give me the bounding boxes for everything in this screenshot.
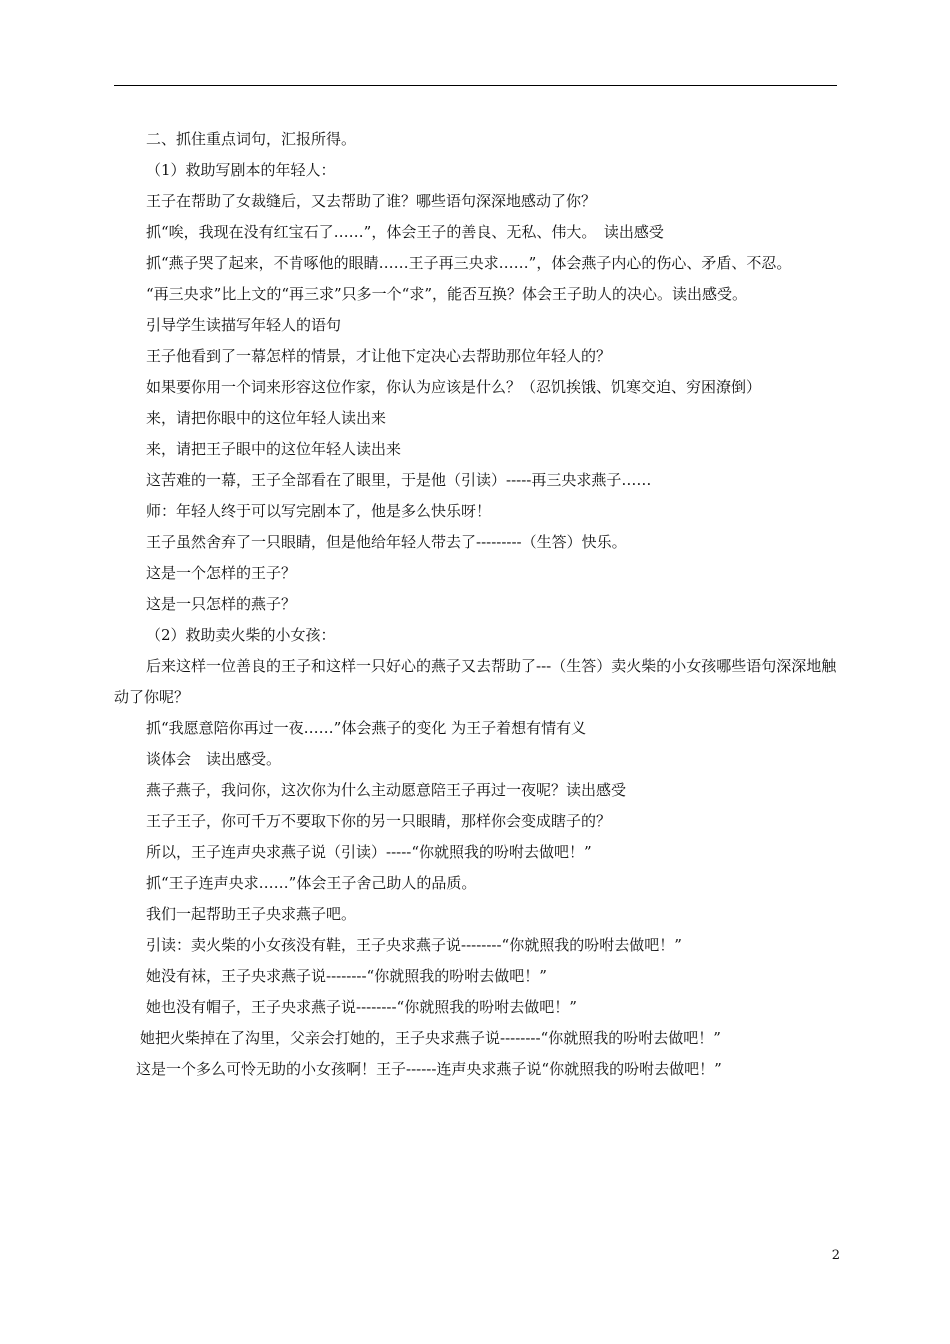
paragraph: 引导学生读描写年轻人的语句 [146, 316, 342, 334]
paragraph: 她没有袜，王子央求燕子说--------“你就照我的吩咐去做吧！” [146, 967, 547, 985]
paragraph: 如果要你用一个词来形容这位作家，你认为应该是什么？（忍饥挨饿、饥寒交迫、穷困潦倒） [146, 378, 762, 396]
paragraph: 我们一起帮助王子央求燕子吧。 [146, 905, 357, 923]
subsection-heading: （2）救助卖火柴的小女孩： [146, 626, 336, 644]
paragraph: 这是一只怎样的燕子？ [146, 595, 297, 613]
paragraph: 来，请把你眼中的这位年轻人读出来 [146, 409, 387, 427]
paragraph: 所以，王子连声央求燕子说（引读）-----“你就照我的吩咐去做吧！” [146, 843, 592, 861]
subsection-heading: （1）救助写剧本的年轻人： [146, 161, 336, 179]
paragraph: 来，请把王子眼中的这位年轻人读出来 [146, 440, 402, 458]
paragraph: “再三央求”比上文的“再三求”只多一个“求”，能否互换？体会王子助人的决心。读出感受。 [146, 285, 748, 303]
paragraph: 这是一个怎样的王子？ [146, 564, 297, 582]
paragraph: 抓“我愿意陪你再过一夜……”体会燕子的变化 为王子着想有情有义 [146, 719, 587, 737]
paragraph: 燕子燕子，我问你，这次你为什么主动愿意陪王子再过一夜呢？读出感受 [146, 781, 627, 799]
paragraph: 这苦难的一幕，王子全部看在了眼里，于是他（引读）-----再三央求燕子…… [146, 471, 652, 489]
paragraph: 谈体会 读出感受。 [146, 750, 282, 768]
paragraph: 这是一个多么可怜无助的小女孩啊！王子------连声央求燕子说“你就照我的吩咐去做吧！” [136, 1060, 722, 1078]
paragraph: 她把火柴掉在了沟里，父亲会打她的，王子央求燕子说--------“你就照我的吩咐去做吧！” [140, 1029, 721, 1047]
paragraph: 王子他看到了一幕怎样的情景，才让他下定决心去帮助那位年轻人的？ [146, 347, 612, 365]
paragraph: 抓“燕子哭了起来，不肯啄他的眼睛……王子再三央求……”，体会燕子内心的伤心、矛盾、不忍。 [146, 254, 792, 272]
paragraph: 王子王子，你可千万不要取下你的另一只眼睛，那样你会变成瞎子的？ [146, 812, 612, 830]
paragraph: 她也没有帽子，王子央求燕子说--------“你就照我的吩咐去做吧！” [146, 998, 577, 1016]
paragraph: 王子在帮助了女裁缝后，又去帮助了谁？哪些语句深深地感动了你？ [146, 192, 597, 210]
document-body [114, 124, 846, 1085]
paragraph: 王子虽然舍弃了一只眼睛，但是他给年轻人带去了---------（生答）快乐。 [146, 533, 627, 551]
header-rule [114, 85, 837, 86]
page-number: 2 [831, 1248, 840, 1263]
paragraph: 抓“王子连声央求……”体会王子舍己助人的品质。 [146, 874, 477, 892]
paragraph: 师：年轻人终于可以写完剧本了，他是多么快乐呀！ [146, 502, 492, 520]
paragraph: 抓“唉，我现在没有红宝石了……”，体会王子的善良、无私、伟大。 读出感受 [146, 223, 664, 241]
paragraph: 引读：卖火柴的小女孩没有鞋，王子央求燕子说--------“你就照我的吩咐去做吧！” [146, 936, 682, 954]
section-heading: 二、抓住重点词句，汇报所得。 [146, 130, 357, 148]
paragraph: 后来这样一位善良的王子和这样一只好心的燕子又去帮助了---（生答）卖火柴的小女孩哪些语句深深地触动了你呢？ [114, 657, 837, 706]
